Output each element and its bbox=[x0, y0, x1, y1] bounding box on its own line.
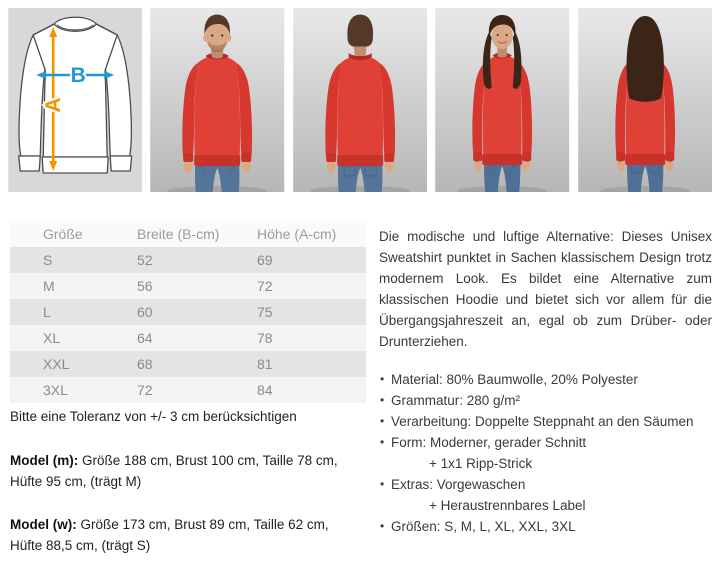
size-table-header bbox=[10, 221, 366, 247]
bullet-icon: • bbox=[380, 435, 385, 449]
col-hoehe: Höhe (A-cm) bbox=[257, 221, 366, 247]
feature-item: • Verarbeitung: Doppelte Steppnaht an den Säumen bbox=[379, 411, 712, 432]
model-w-label: Model (w): bbox=[10, 517, 77, 532]
sweatshirt-drawing bbox=[19, 17, 132, 173]
model-m-text: Größe 188 cm, Brust 100 cm, Taille 78 cm, Hüfte 95 cm, (trägt M) bbox=[10, 453, 338, 489]
product-image-strip bbox=[0, 0, 720, 192]
size-table bbox=[10, 221, 366, 403]
woman-front-photo bbox=[435, 8, 569, 192]
feature-subline: + Heraustrennbares Label bbox=[429, 498, 586, 513]
feature-item: • Material: 80% Baumwolle, 20% Polyester bbox=[379, 369, 712, 390]
feature-item: • Größen: S, M, L, XL, XXL, 3XL bbox=[379, 516, 712, 537]
sweatshirt-measure-diagram bbox=[8, 8, 142, 192]
photo-woman-back bbox=[578, 8, 712, 192]
details-section bbox=[0, 221, 720, 556]
man-back-photo bbox=[293, 8, 427, 192]
photo-man-front bbox=[150, 8, 284, 192]
bullet-icon: • bbox=[380, 372, 385, 386]
feature-list bbox=[379, 369, 712, 537]
description-column bbox=[379, 221, 712, 556]
feature-item: • Form: Moderner, gerader Schnitt bbox=[379, 432, 712, 453]
size-row-xl: XL 64 78 bbox=[10, 325, 366, 351]
tolerance-note: Bitte eine Toleranz von +/- 3 cm berücksichtigen bbox=[10, 409, 297, 424]
size-row-xxl: XXL 68 81 bbox=[10, 351, 366, 377]
col-groesse: Größe bbox=[10, 221, 137, 247]
bullet-icon: • bbox=[380, 519, 385, 533]
svg-text:B: B bbox=[70, 64, 86, 87]
photo-woman-front bbox=[435, 8, 569, 192]
feature-item: • Grammatur: 280 g/m² bbox=[379, 390, 712, 411]
size-row-3xl: 3XL 72 84 bbox=[10, 377, 366, 403]
bullet-icon: • bbox=[380, 477, 385, 491]
man-front-photo bbox=[150, 8, 284, 192]
bullet-icon: • bbox=[380, 414, 385, 428]
size-row-l: L 60 75 bbox=[10, 299, 366, 325]
size-row-s: S 52 69 bbox=[10, 247, 366, 273]
model-m-label: Model (m): bbox=[10, 453, 79, 468]
bullet-icon: • bbox=[380, 393, 385, 407]
photo-man-back bbox=[293, 8, 427, 192]
woman-back-photo bbox=[578, 8, 712, 192]
size-chart-column bbox=[10, 221, 366, 556]
product-description: Die modische und luftige Alternative: Dieses Unisex Sweatshirt punktet in Sachen klassischem Design trotz modernem Look. Es bildet eine Alternative zum klassischen Hoodie und bietet sich vor allem für die Übergangsjahreszeit an, egal ob zum Drüber- oder Drunterziehen. bbox=[379, 229, 712, 349]
model-w-text: Größe 173 cm, Brust 89 cm, Taille 62 cm, Hüfte 88,5 cm, (trägt S) bbox=[10, 517, 329, 553]
col-breite: Breite (B-cm) bbox=[137, 221, 257, 247]
model-m-info bbox=[10, 450, 362, 492]
feature-subline: + 1x1 Ripp-Strick bbox=[429, 456, 533, 471]
model-w-info bbox=[10, 514, 362, 556]
size-row-m: M 56 72 bbox=[10, 273, 366, 299]
svg-text:A: A bbox=[42, 97, 66, 113]
feature-item: • Extras: Vorgewaschen bbox=[379, 474, 712, 495]
size-diagram bbox=[8, 8, 142, 192]
